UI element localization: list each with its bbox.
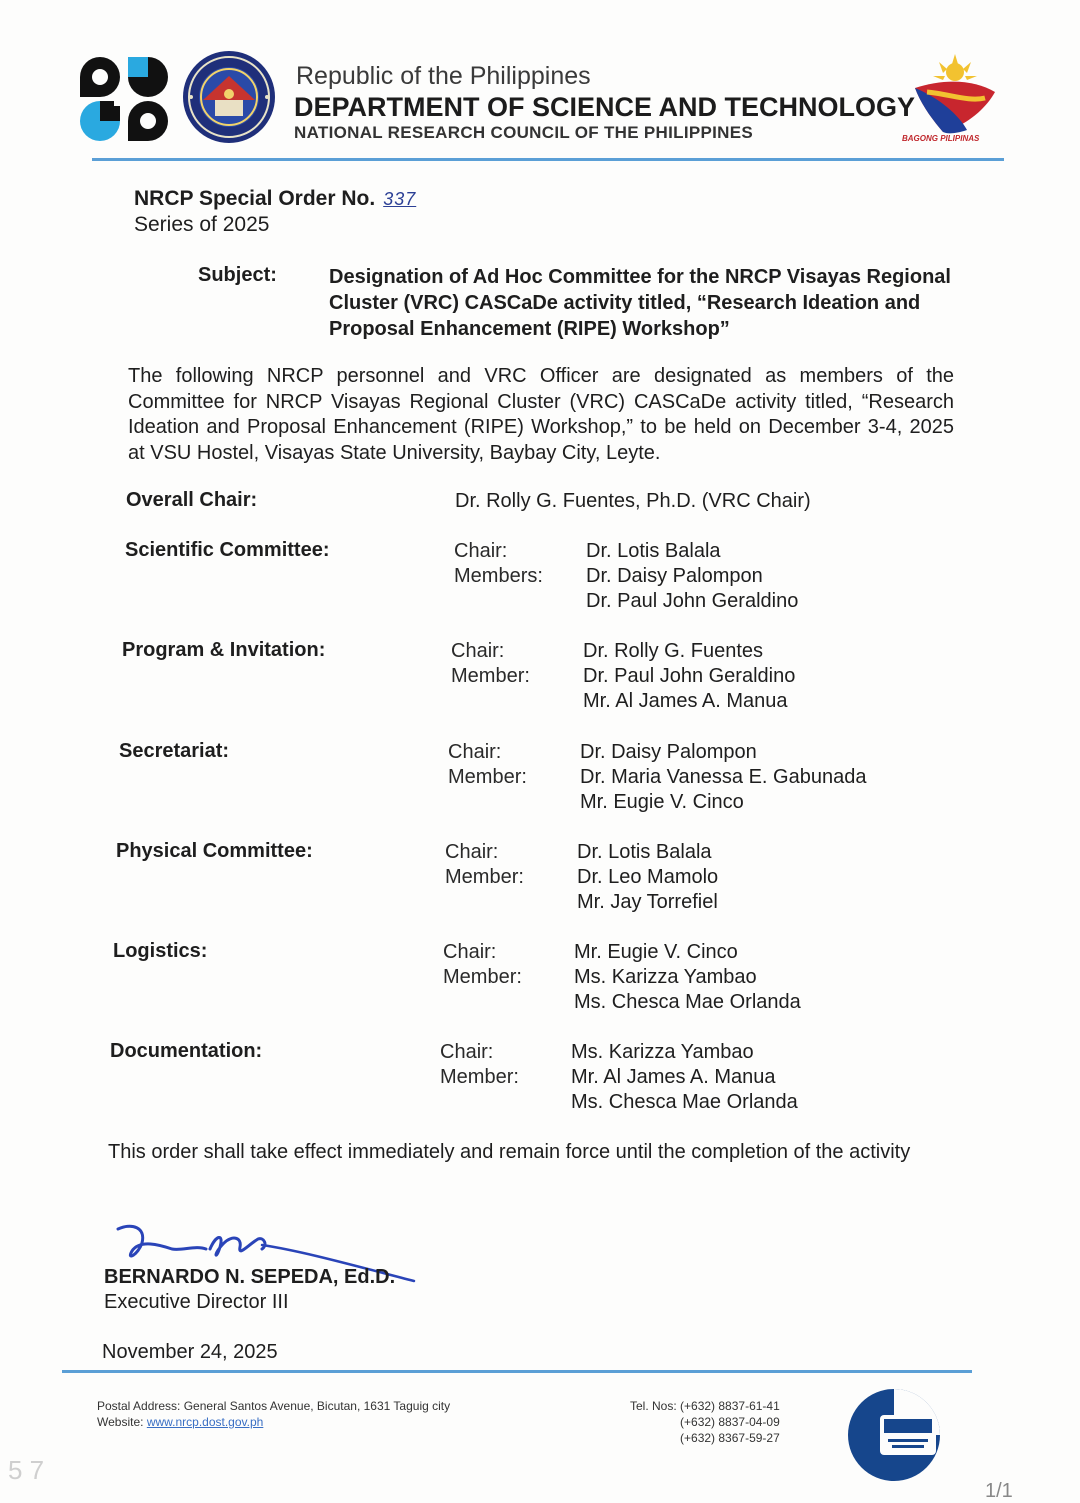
overall-chair-label: Overall Chair: [126,489,258,511]
order-series: Series of 2025 [134,213,270,236]
signatory-title: Executive Director III [104,1291,289,1313]
member-name: Mr. Eugie V. Cinco [580,791,744,813]
chair-name: Ms. Karizza Yambao [571,1041,754,1063]
tel-number: (+632) 8367-59-27 [680,1431,780,1445]
member-name: Ms. Chesca Mae Orlanda [571,1091,798,1113]
committee-title: Physical Committee: [116,840,313,862]
chair-name: Dr. Rolly G. Fuentes [583,640,764,662]
committee-title: Logistics: [113,940,208,962]
order-number: 337 [383,189,417,209]
footer-address [97,1398,450,1430]
committee-block [122,639,325,662]
committee-title: Scientific Committee: [125,539,330,561]
footer-telephone [630,1398,780,1446]
signatory-name: BERNARDO N. SEPEDA, Ed.D. [104,1266,396,1288]
overall-chair-name: Dr. Rolly G. Fuentes, Ph.D. (VRC Chair) [455,490,811,512]
bagong-pilipinas-label: BAGONG PILIPINAS [902,134,980,143]
member-name: Mr. Al James A. Manua [583,690,788,712]
postal-address: Postal Address: General Santos Avenue, Bicutan, 1631 Taguig city [97,1399,451,1413]
subject-label: Subject: [198,264,277,286]
website-label: Website: [97,1415,144,1429]
tuv-nord-certification-icon [842,1385,954,1485]
tel-label: Tel. Nos: [630,1399,677,1413]
committee-names [583,639,795,714]
department-name: DEPARTMENT OF SCIENCE AND TECHNOLOGY [294,92,916,122]
chair-role-label: Chair: [443,941,497,963]
committee-roles [451,639,530,689]
intro-paragraph: The following NRCP personnel and VRC Officer are designated as members of the Committee for NRCP Visayas Regional Cluster (VRC) CASCaDe activity titled, “Research Ideation and Proposal Enhancement (RIPE) Workshop,” to be held on December 3-4, 2025 at VSU Hostel, Visayas State University, Baybay City, Leyte. [128,365,954,464]
member-name: Ms. Karizza Yambao [574,966,757,988]
republic-line: Republic of the Philippines [296,62,591,90]
committee-roles [443,940,522,990]
chair-name: Dr. Daisy Palompon [580,741,757,763]
committee-roles [445,840,524,890]
tel-numbers [680,1398,780,1446]
member-name: Dr. Leo Mamolo [577,866,719,888]
chair-name: Dr. Lotis Balala [577,841,712,863]
order-number-line [134,187,416,211]
committee-block [113,940,207,963]
committee-roles [440,1040,519,1090]
member-role-label: Member: [445,866,524,888]
committee-title: Secretariat: [119,740,230,762]
tel-number: (+632) 8837-61-41 [680,1399,780,1413]
committee-title: Program & Invitation: [122,639,326,661]
member-name: Dr. Paul John Geraldino [586,590,799,612]
tel-number: (+632) 8837-04-09 [680,1415,780,1429]
corner-mark: 5 7 [8,1455,45,1485]
chair-name: Mr. Eugie V. Cinco [574,941,738,963]
committee-names [574,940,801,1015]
header-divider [92,158,1004,161]
committee-block [125,539,329,562]
member-name: Ms. Chesca Mae Orlanda [574,991,801,1013]
footer-divider [62,1370,972,1373]
member-role-label: Member: [448,766,527,788]
dost-logo-icon [78,56,170,142]
council-name: NATIONAL RESEARCH COUNCIL OF THE PHILIPPINES [294,123,754,142]
website-link[interactable]: www.nrcp.dost.gov.ph [146,1415,264,1429]
member-role-label: Members: [454,565,543,587]
committee-roles [448,740,527,790]
member-name: Dr. Paul John Geraldino [583,665,796,687]
committee-names [577,840,718,915]
committee-names [586,539,798,614]
member-role-label: Member: [443,966,522,988]
member-name: Mr. Al James A. Manua [571,1066,776,1088]
chair-role-label: Chair: [440,1041,494,1063]
committee-block [116,840,313,863]
committee-block [119,740,229,763]
committee-title: Documentation: [110,1040,263,1062]
member-name: Dr. Maria Vanessa E. Gabunada [580,766,867,788]
chair-role-label: Chair: [445,841,499,863]
member-role-label: Member: [440,1066,519,1088]
website-line [97,1414,450,1430]
bagong-pilipinas-logo-icon [905,52,1005,144]
committee-roles [454,539,543,589]
chair-name: Dr. Lotis Balala [586,540,721,562]
order-label: NRCP Special Order No. [134,187,376,210]
member-role-label: Member: [451,665,530,687]
committee-block [110,1040,262,1063]
order-date: November 24, 2025 [102,1341,278,1363]
chair-role-label: Chair: [448,741,502,763]
page-number: 1/1 [985,1480,1013,1502]
chair-role-label: Chair: [454,540,508,562]
closing-paragraph: This order shall take effect immediately and remain force until the completion of the activity [108,1141,911,1163]
nrcp-seal-icon [181,50,277,144]
committee-names [580,740,866,815]
member-name: Mr. Jay Torrefiel [577,891,718,913]
member-name: Dr. Daisy Palompon [586,565,763,587]
chair-role-label: Chair: [451,640,505,662]
committee-names [571,1040,798,1115]
subject-text: Designation of Ad Hoc Committee for the NRCP Visayas Regional Cluster (VRC) CASCaDe activity titled, “Research Ideation and Proposal Enhancement (RIPE) Workshop” [329,266,951,340]
